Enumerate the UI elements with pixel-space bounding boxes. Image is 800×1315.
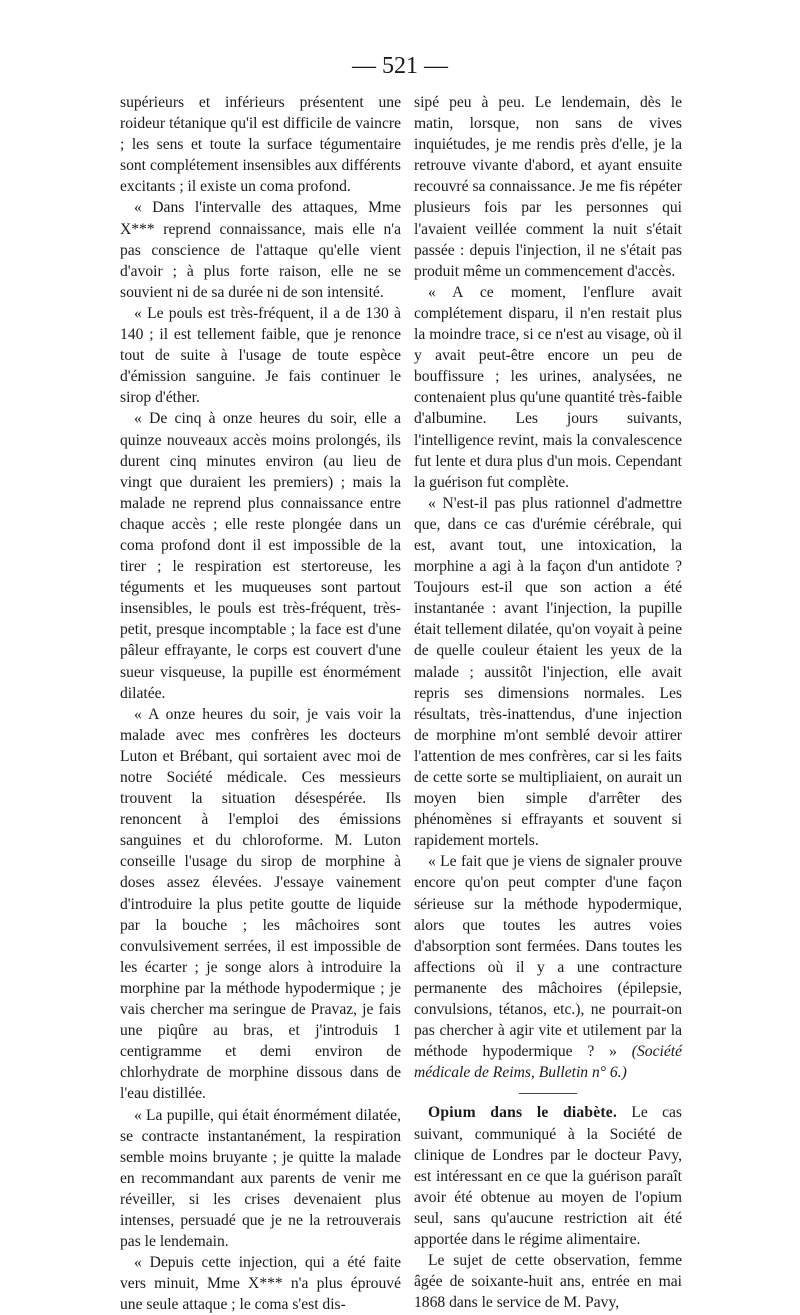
left-column [120,92,401,1315]
paragraph: « La pupille, qui était énormément dilatée, se contracte instantanément, la respiration semble moins bruyante ; je quitte la malade en recommandant aux parents de venir me réveiller, si les crises devenaient plus intenses, persuadé que je ne la retrouverais pas le lendemain. [120,1106,401,1251]
section-divider [519,1093,577,1094]
page-number: — 521 — [352,53,448,79]
paragraph: sipé peu à peu. Le lendemain, dès le matin, lorsque, non sans de vives inquiétudes, je me rendis près d'elle, je la retrouve vivante d'abord, et ayant ensuite recouvré sa connaissance. Je me fis répéter plusieurs fois par les personnes qui l'avaient veillée comment la nuit s'était passée : depuis l'injection, il ne s'était pas produit même un commencement d'accès. [414,94,682,280]
paragraph: supérieurs et inférieurs présentent une roideur tétanique qu'il est difficile de vaincre ; les sens et toute la surface tégumentaire sont complétement insensibles aux différents excitants ; il existe un coma profond. [120,94,401,196]
paragraph: « N'est-il pas plus rationnel d'admettre que, dans ce cas d'urémie cérébrale, qui est, avant tout, une intoxication, la morphine a agi à la façon d'un antidote ? Toujours est-il que son action a été instantanée : avant l'injection, la pupille était tellement dilatée, qu'on voyait à peine de quelle couleur étaient les yeux de la malade ; aussitôt l'injection, elle avait repris ses dimensions normales. Les résultats, très-inattendus, d'une injection de morphine m'ont semblé devoir attirer l'attention de mes confrères, car si les faits de cette sorte se multipliaient, on aurait un moyen bien simple d'arrêter des phénomènes si effrayants et souvent si rapidement mortels. [414,494,682,850]
section-intro [414,1102,682,1250]
paragraph: « A onze heures du soir, je vais voir la malade avec mes confrères les docteurs Luton et Brébant, qui sortaient avec moi de notre Société médicale. Ces messieurs trouvent la situation désespérée. Ils renoncent à l'emploi des émissions sanguines et du chloroforme. M. Luton conseille l'usage du sirop de morphine à doses assez élevées. J'essaye vainement d'introduire la plus petite goutte de liquide par la bouche ; les mâchoires sont convulsivement serrées, il est impossible de les écarter ; je songe alors à introduire la morphine par la méthode hypodermique ; je vais chercher ma seringue de Pravaz, je fais une piqûre au bras, et j'introduis 1 centigramme et demi environ de chlorhydrate de morphine dissous dans de l'eau distillée. [120,705,401,1103]
section-intro-text: Le cas suivant, communiqué à la Société de clinique de Londres par le docteur Pavy, est intéressant en ce que la guérison paraît avoir été obtenue au moyen de l'opium seul, sans qu'aucune restriction ait été apportée dans le régime alimentaire. [414,1104,682,1248]
paragraph: Le sujet de cette observation, femme âgée de soixante-huit ans, entrée en mai 1868 dans le service de M. Pavy, [414,1252,682,1312]
paragraph: « De cinq à onze heures du soir, elle a quinze nouveaux accès moins prolongés, ils durent cinq minutes environ (au lieu de vingt que duraient les premiers) ; mais la malade ne reprend plus connaissance entre chaque accès ; elle reste plongée dans un coma profond dont il est impossible de la tirer ; le respiration est stertoreuse, les téguments et les muqueuses sont partout insensibles, le pouls est très-fréquent, très-petit, presque incomptable ; la face est d'une pâleur effrayante, le corps est couvert d'une sueur visqueuse, la pupille est énormément dilatée. [120,410,401,702]
citation-reference: (Société médicale de Reims, Bulletin n° 6.) [414,1043,682,1082]
paragraph: « Dans l'intervalle des attaques, Mme X*** reprend connaissance, mais elle n'a pas conscience de l'attaque qu'elle vient d'avoir ; à plus forte raison, elle ne se souvient ni de sa durée ni de son intensité. [120,199,401,301]
section-title: Opium dans le diabète. [428,1104,618,1122]
paragraph: « A ce moment, l'enflure avait complétement disparu, il n'en restait plus la moindre trace, si ce n'est au visage, où il y avait peut-être encore un peu de bouffissure ; les urines, analysées, ne contenaient plus qu'une quantité très-faible d'albumine. Les jours suivants, l'intelligence revint, mais la convalescence fut lente et dura plus d'un mois. Cependant la guérison fut complète. [414,283,682,491]
paragraph: « Depuis cette injection, qui a été faite vers minuit, Mme X*** n'a plus éprouvé une seule attaque ; le coma s'est dis- [120,1254,401,1314]
paragraph [414,851,682,1083]
right-column [414,92,682,1313]
paragraph: « Le pouls est très-fréquent, il a de 130 à 140 ; il est tellement faible, que je renonce tout de suite à l'usage de toute espèce d'émission sanguine. Je fais continuer le sirop d'éther. [120,304,401,407]
paragraph-text: « Le fait que je viens de signaler prouve encore qu'on peut compter d'une façon sérieuse sur la méthode hypodermique, alors que toutes les autres voies d'absorption sont fermées. Dans toutes les affections où il y a une contracture permanente des mâchoires (épilepsie, convulsions, tétanos, etc.), ne pourrait-on pas chercher à agir vite et utilement par la méthode hypodermique ? » [414,853,682,1061]
